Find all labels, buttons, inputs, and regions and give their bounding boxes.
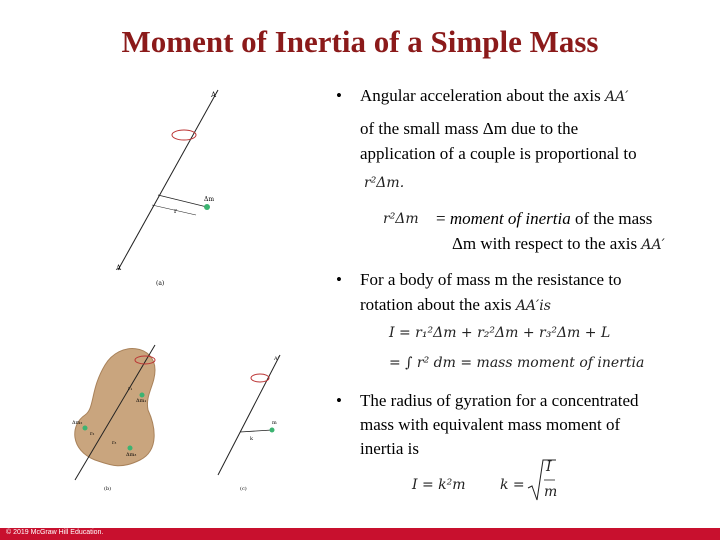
bullet-dot: •: [336, 270, 342, 289]
footer-bar: [0, 528, 720, 540]
bullet-2-line2: rotation about the axis AA′is: [360, 295, 551, 314]
equation-k-numerator: I: [546, 459, 552, 475]
bullet-2-line1: For a body of mass m the resistance to: [360, 270, 622, 289]
definition-line1: = moment of inertia of the mass: [436, 209, 653, 228]
fig-b-r3: r₃: [112, 440, 117, 446]
fig-b-m1: Δm₁: [136, 398, 147, 404]
bullet-1-line2: of the small mass Δm due to the: [360, 119, 579, 138]
fig-a-axis-top: A′: [211, 91, 218, 99]
fig-c-caption: (c): [240, 486, 247, 492]
bullet-1-line3: application of a couple is proportional to: [360, 144, 637, 163]
definition-expr: r²Δm: [383, 211, 419, 227]
equation-integral: = ∫ r² dm = mass moment of inertia: [389, 355, 645, 371]
bullet-1-line1: Angular acceleration about the axis: [360, 86, 601, 105]
bullet-dot: •: [336, 86, 342, 105]
fig-a-mass-label: Δm: [204, 196, 215, 203]
fig-b-caption: (b): [104, 486, 112, 492]
equation-sum: I = r₁²Δm + r₂²Δm + r₃²Δm + L: [389, 325, 611, 341]
bullet-3-line1: The radius of gyration for a concentrated: [360, 391, 639, 410]
fig-b-m3: Δm₃: [126, 452, 137, 458]
equation-k-label: k =: [500, 477, 525, 493]
figure-c: [210, 350, 300, 495]
bullet-dot: •: [336, 391, 342, 410]
fig-a-caption: (a): [156, 280, 165, 287]
fig-c-axis-top: A′: [274, 356, 279, 362]
footer-copyright: © 2019 McGraw Hill Education.: [6, 529, 104, 536]
bullet-1: [336, 85, 705, 108]
bullet-3: [336, 390, 705, 412]
figure-b: [60, 340, 180, 495]
slide-title: Moment of Inertia of a Simple Mass: [121, 24, 599, 59]
bullet-1-expr: r²Δm.: [364, 175, 405, 191]
bullet-1-axis: AA′: [604, 89, 629, 105]
fig-c-radius-label: k: [250, 436, 254, 442]
equation-k-denominator: m: [544, 484, 558, 500]
bullet-3-line3: inertia is: [360, 439, 420, 458]
fig-a-radius-label: r: [174, 208, 177, 215]
fig-a-axis-bottom: A: [116, 264, 122, 272]
fig-b-r1: r₁: [128, 386, 133, 392]
bullet-3-line2: mass with equivalent mass moment of: [360, 415, 621, 434]
equation-radius-of-gyration: I = k²m: [412, 477, 466, 493]
fig-b-m2: Δm₂: [72, 420, 83, 426]
bullet-2: [336, 269, 705, 291]
definition-line2: Δm with respect to the axis AA′: [452, 234, 665, 253]
fig-c-mass-label: m: [272, 420, 277, 426]
figure-a: [108, 85, 238, 290]
fig-b-r2: r₂: [90, 431, 95, 437]
